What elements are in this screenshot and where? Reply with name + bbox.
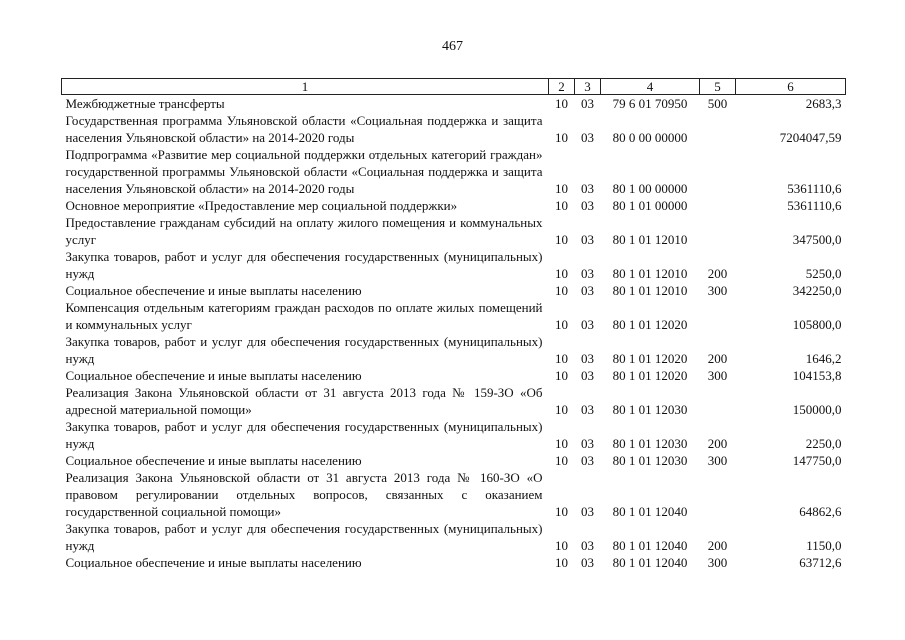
row-target-code-cell: 80 1 01 12040	[612, 504, 688, 519]
table-body	[62, 95, 846, 572]
row-name-cell: Социальное обеспечение и иные выплаты населению	[65, 555, 362, 570]
row-section-cell: 10	[555, 181, 568, 196]
table-row	[62, 214, 846, 248]
row-subsection-cell: 03	[581, 555, 594, 570]
row-amount-cell: 5361110,6	[787, 198, 842, 213]
row-amount-cell: 105800,0	[792, 317, 842, 332]
table-row	[62, 197, 846, 214]
header-col-3: 3	[575, 79, 601, 95]
header-col-6: 6	[736, 79, 846, 95]
row-subsection-cell: 03	[581, 436, 594, 451]
row-subsection-cell: 03	[581, 453, 594, 468]
row-target-code-cell: 80 1 01 12010	[612, 232, 688, 247]
row-target-code-cell: 79 6 01 70950	[612, 96, 688, 111]
row-target-code-cell: 80 1 01 12030	[612, 453, 688, 468]
row-target-code-cell: 80 1 01 12010	[612, 283, 688, 298]
row-subsection-cell: 03	[581, 538, 594, 553]
header-col-5: 5	[700, 79, 736, 95]
row-expense-type-cell	[700, 214, 736, 248]
table-row	[62, 520, 846, 554]
row-section-cell: 10	[555, 436, 568, 451]
table-row	[62, 452, 846, 469]
row-target-code-cell: 80 1 01 12040	[612, 538, 688, 553]
row-amount-cell: 64862,6	[799, 504, 842, 519]
table-row	[62, 469, 846, 520]
row-expense-type-cell	[700, 384, 736, 418]
row-expense-type-cell	[700, 197, 736, 214]
row-expense-type-cell: 200	[707, 266, 728, 281]
row-section-cell: 10	[555, 351, 568, 366]
row-name-cell: Реализация Закона Ульяновской области от 31 августа 2013 года № 159-ЗО «Об адресной материальной помощи»	[65, 385, 543, 417]
page-number: 467	[442, 39, 463, 54]
row-target-code-cell: 80 1 00 00000	[612, 181, 688, 196]
row-section-cell: 10	[555, 555, 568, 570]
row-expense-type-cell	[700, 469, 736, 520]
table-row	[62, 146, 846, 197]
row-section-cell: 10	[555, 283, 568, 298]
row-subsection-cell: 03	[581, 317, 594, 332]
row-subsection-cell: 03	[581, 96, 594, 111]
table-row	[62, 299, 846, 333]
row-expense-type-cell: 300	[707, 453, 728, 468]
row-expense-type-cell: 200	[707, 538, 728, 553]
row-amount-cell: 5250,0	[805, 266, 842, 281]
row-name-cell: Подпрограмма «Развитие мер социальной поддержки отдельных категорий граждан» государственной программы Ульяновской области «Социальная поддержка и защита населения Ульяновской области» на 2014-2020 годы	[65, 147, 543, 196]
row-section-cell: 10	[555, 96, 568, 111]
row-target-code-cell: 80 1 01 12030	[612, 436, 688, 451]
row-target-code-cell: 80 1 01 12020	[612, 317, 688, 332]
row-amount-cell: 342250,0	[792, 283, 842, 298]
budget-table	[61, 78, 846, 571]
row-amount-cell: 104153,8	[792, 368, 842, 383]
table-row	[62, 367, 846, 384]
row-name-cell: Социальное обеспечение и иные выплаты населению	[65, 283, 362, 298]
row-name-cell: Закупка товаров, работ и услуг для обеспечения государственных (муниципальных) нужд	[65, 334, 543, 366]
row-name-cell: Социальное обеспечение и иные выплаты населению	[65, 453, 362, 468]
row-amount-cell: 5361110,6	[787, 181, 842, 196]
row-subsection-cell: 03	[581, 232, 594, 247]
row-name-cell: Компенсация отдельным категориям граждан расходов по оплате жилых помещений и коммунальных услуг	[65, 300, 543, 332]
row-section-cell: 10	[555, 504, 568, 519]
row-name-cell: Предоставление гражданам субсидий на оплату жилого помещения и коммунальных услуг	[65, 215, 543, 247]
row-expense-type-cell: 200	[707, 436, 728, 451]
row-name-cell: Закупка товаров, работ и услуг для обеспечения государственных (муниципальных) нужд	[65, 521, 543, 553]
row-section-cell: 10	[555, 130, 568, 145]
row-amount-cell: 150000,0	[792, 402, 842, 417]
row-expense-type-cell: 300	[707, 283, 728, 298]
header-col-2: 2	[549, 79, 575, 95]
row-target-code-cell: 80 1 01 12020	[612, 351, 688, 366]
row-section-cell: 10	[555, 538, 568, 553]
row-amount-cell: 2683,3	[805, 96, 842, 111]
row-subsection-cell: 03	[581, 504, 594, 519]
table-row	[62, 418, 846, 452]
row-section-cell: 10	[555, 453, 568, 468]
row-subsection-cell: 03	[581, 368, 594, 383]
row-expense-type-cell: 300	[707, 555, 728, 570]
table-row	[62, 554, 846, 571]
row-section-cell: 10	[555, 266, 568, 281]
row-subsection-cell: 03	[581, 130, 594, 145]
table-row	[62, 333, 846, 367]
row-amount-cell: 1150,0	[806, 538, 842, 553]
row-amount-cell: 147750,0	[792, 453, 842, 468]
row-expense-type-cell	[700, 112, 736, 146]
row-amount-cell: 2250,0	[805, 436, 842, 451]
row-target-code-cell: 80 1 01 00000	[612, 198, 688, 213]
row-subsection-cell: 03	[581, 402, 594, 417]
row-name-cell: Государственная программа Ульяновской области «Социальная поддержка и защита населения Ульяновской области» на 2014-2020 годы	[65, 113, 543, 145]
row-name-cell: Реализация Закона Ульяновской области от 31 августа 2013 года № 160-ЗО «О правовом регулировании отдельных вопросов, связанных с оказанием государственной социальной помощи»	[65, 470, 543, 519]
row-amount-cell: 63712,6	[799, 555, 842, 570]
table-row	[62, 282, 846, 299]
row-expense-type-cell: 200	[707, 351, 728, 366]
row-name-cell: Социальное обеспечение и иные выплаты населению	[65, 368, 362, 383]
table-row	[62, 384, 846, 418]
row-target-code-cell: 80 1 01 12020	[612, 368, 688, 383]
table-row	[62, 95, 846, 113]
row-section-cell: 10	[555, 198, 568, 213]
header-col-1: 1	[62, 79, 549, 95]
row-section-cell: 10	[555, 402, 568, 417]
row-name-cell: Закупка товаров, работ и услуг для обеспечения государственных (муниципальных) нужд	[65, 419, 543, 451]
row-name-cell: Межбюджетные трансферты	[65, 96, 225, 111]
row-subsection-cell: 03	[581, 198, 594, 213]
row-subsection-cell: 03	[581, 181, 594, 196]
row-expense-type-cell	[700, 299, 736, 333]
row-subsection-cell: 03	[581, 283, 594, 298]
row-name-cell: Закупка товаров, работ и услуг для обеспечения государственных (муниципальных) нужд	[65, 249, 543, 281]
row-expense-type-cell: 300	[707, 368, 728, 383]
row-target-code-cell: 80 1 01 12030	[612, 402, 688, 417]
table-row	[62, 248, 846, 282]
row-amount-cell: 347500,0	[792, 232, 842, 247]
row-section-cell: 10	[555, 368, 568, 383]
row-expense-type-cell	[700, 146, 736, 197]
row-target-code-cell: 80 0 00 00000	[612, 130, 688, 145]
row-subsection-cell: 03	[581, 266, 594, 281]
row-target-code-cell: 80 1 01 12010	[612, 266, 688, 281]
table-row	[62, 112, 846, 146]
row-section-cell: 10	[555, 317, 568, 332]
row-section-cell: 10	[555, 232, 568, 247]
header-col-4: 4	[601, 79, 700, 95]
row-expense-type-cell: 500	[707, 96, 728, 111]
row-amount-cell: 7204047,59	[779, 130, 842, 145]
row-amount-cell: 1646,2	[805, 351, 842, 366]
row-target-code-cell: 80 1 01 12040	[612, 555, 688, 570]
table-header-row	[62, 79, 846, 95]
row-subsection-cell: 03	[581, 351, 594, 366]
row-name-cell: Основное мероприятие «Предоставление мер социальной поддержки»	[65, 198, 458, 213]
